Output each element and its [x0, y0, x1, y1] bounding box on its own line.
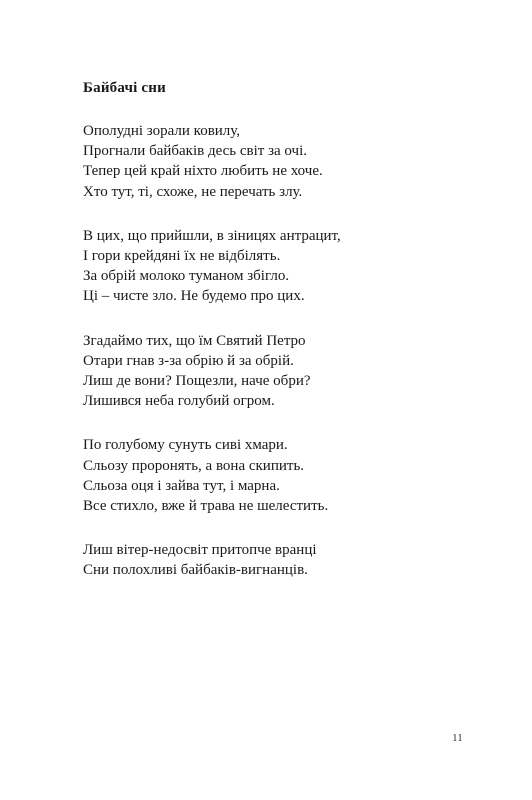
- stanza-2: [83, 226, 503, 307]
- poem-line: І гори крейдяні їх не відбілять.: [83, 248, 281, 265]
- poem-line: Лиш де вони? Пощезли, наче обри?: [83, 373, 311, 390]
- poem-line: Прогнали байбаків десь світ за очі.: [83, 143, 307, 160]
- poem-line: Ополудні зорали ковилу,: [83, 123, 241, 139]
- poem-line: Сльозу проронять, а вона скипить.: [83, 457, 305, 474]
- poem-line: Тепер цей край ніхто любить не хоче.: [83, 163, 323, 180]
- poem-line: Згадаймо тих, що їм Святий Петро: [83, 332, 306, 349]
- poem-line: Лишився неба голубий огром.: [83, 393, 275, 410]
- poem-line: Отари гнав з-за обрію й за обрій.: [83, 352, 294, 369]
- poem-line: Сни полохливі байбаків-вигнанців.: [83, 562, 308, 579]
- poem-line: Ці – чисте зло. Не будемо про цих.: [83, 288, 305, 305]
- stanza-3: [83, 331, 503, 412]
- stanza-5: [83, 540, 503, 580]
- page-number: 11: [452, 733, 463, 744]
- poem-line: За обрій молоко туманом збігло.: [83, 268, 290, 285]
- poem-title: Байбачі сни: [83, 80, 166, 96]
- stanza-4: [83, 435, 503, 516]
- poem-line: Хто тут, ті, схоже, не перечать злу.: [83, 183, 303, 200]
- poem-line: В цих, що прийшли, в зіницях антрацит,: [83, 227, 341, 244]
- poem-line: Сльоза оця і зайва тут, і марна.: [83, 477, 280, 494]
- poem-line: Лиш вітер-недосвіт притопче вранці: [83, 542, 317, 559]
- poem-line: По голубому сунуть сиві хмари.: [83, 437, 288, 454]
- stanza-1: [83, 121, 503, 202]
- poem-body: [83, 121, 503, 605]
- poem-line: Все стихло, вже й трава не шелестить.: [83, 498, 329, 515]
